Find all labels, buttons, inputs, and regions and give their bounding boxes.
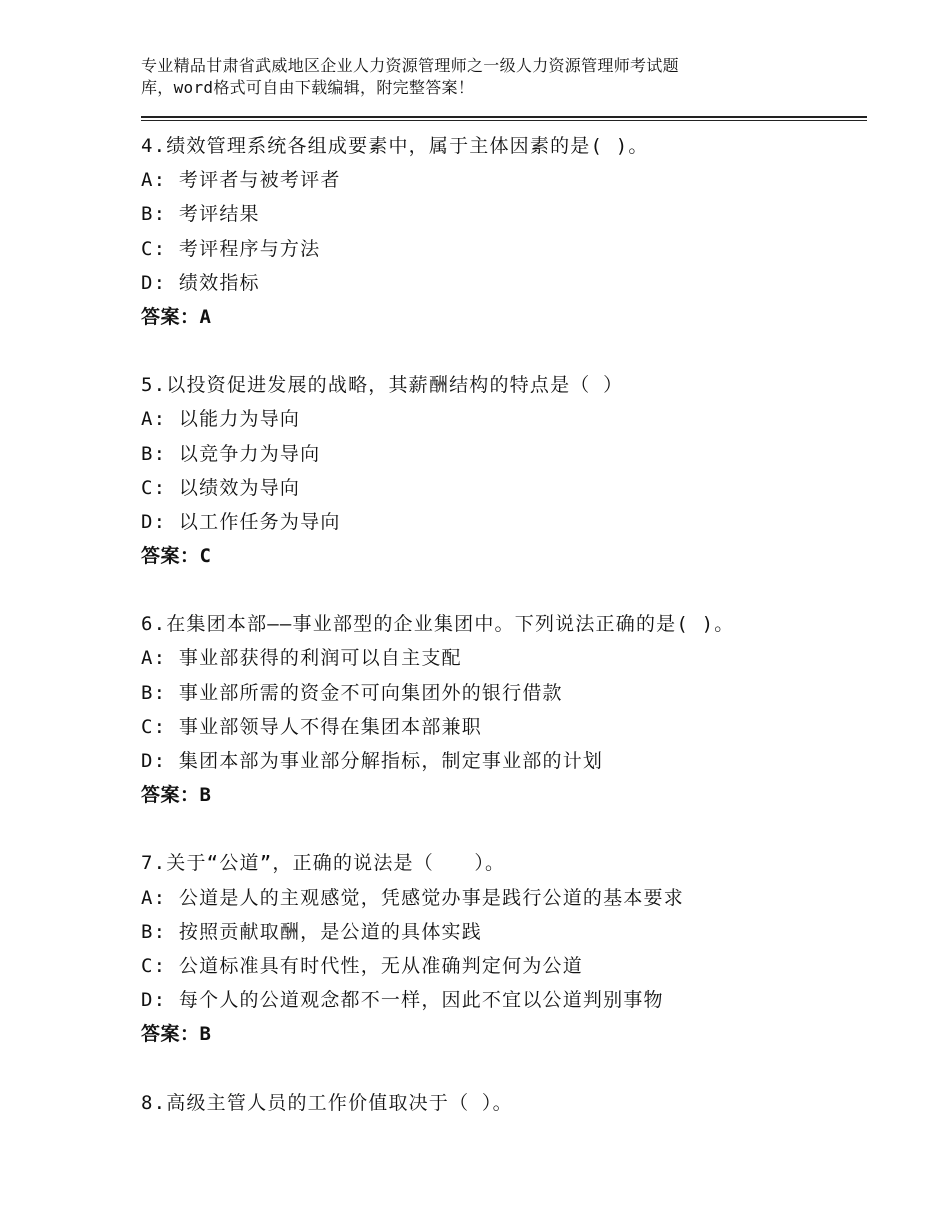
option-b: B: 按照贡献取酬，是公道的具体实践 (141, 920, 482, 943)
option-c: C: 考评程序与方法 (141, 237, 321, 260)
option-a: A: 考评者与被考评者 (141, 169, 341, 192)
option-a: A: 以能力为导向 (141, 408, 301, 431)
answer-line (141, 778, 867, 812)
question-4 (141, 129, 867, 334)
option-d: D: 绩效指标 (141, 271, 260, 294)
document-header (141, 55, 867, 99)
option-b: B: 以竞争力为导向 (141, 442, 321, 465)
option-b: B: 事业部所需的资金不可向集团外的银行借款 (141, 681, 563, 704)
question-stem: 4.绩效管理系统各组成要素中，属于主体因素的是( )。 (141, 135, 649, 157)
option-c: C: 以绩效为导向 (141, 476, 301, 499)
answer-line (141, 1017, 867, 1051)
answer-line (141, 300, 867, 334)
question-7 (141, 846, 867, 1051)
answer-label: 答案： (141, 1023, 200, 1046)
answer-value: A (199, 305, 212, 328)
answer-value: B (199, 1023, 212, 1046)
document-page (141, 55, 867, 1154)
answer-value: B (199, 784, 212, 807)
answer-label: 答案： (141, 305, 200, 328)
option-d: D: 以工作任务为导向 (141, 510, 341, 533)
question-stem: 6.在集团本部——事业部型的企业集团中。下列说法正确的是( )。 (141, 613, 735, 636)
question-5 (141, 368, 867, 573)
question-list (141, 129, 867, 1120)
option-d: D: 每个人的公道观念都不一样，因此不宜以公道判别事物 (141, 989, 664, 1012)
answer-value: C (199, 545, 212, 568)
option-b: B: 考评结果 (141, 203, 260, 226)
option-a: A: 公道是人的主观感觉，凭感觉办事是践行公道的基本要求 (141, 886, 684, 909)
answer-line (141, 539, 867, 573)
question-stem: 8.高级主管人员的工作价值取决于（ ）。 (141, 1091, 513, 1114)
option-c: C: 事业部领导人不得在集团本部兼职 (141, 715, 482, 738)
option-d: D: 集团本部为事业部分解指标，制定事业部的计划 (141, 750, 604, 772)
header-divider (141, 116, 867, 121)
header-line-1: 专业精品甘肃省武威地区企业人力资源管理师之一级人力资源管理师考试题 (141, 56, 679, 75)
header-line-2: 库，word格式可自由下载编辑，附完整答案！ (141, 78, 475, 97)
answer-label: 答案： (141, 784, 200, 807)
question-8 (141, 1086, 867, 1120)
answer-label: 答案： (141, 545, 200, 568)
option-a: A: 事业部获得的利润可以自主支配 (141, 647, 462, 670)
question-6 (141, 607, 867, 812)
option-c: C: 公道标准具有时代性，无从准确判定何为公道 (141, 954, 583, 977)
question-stem: 7.关于“公道”，正确的说法是（ ）。 (141, 852, 506, 875)
question-stem: 5.以投资促进发展的战略，其薪酬结构的特点是（ ） (141, 374, 624, 397)
